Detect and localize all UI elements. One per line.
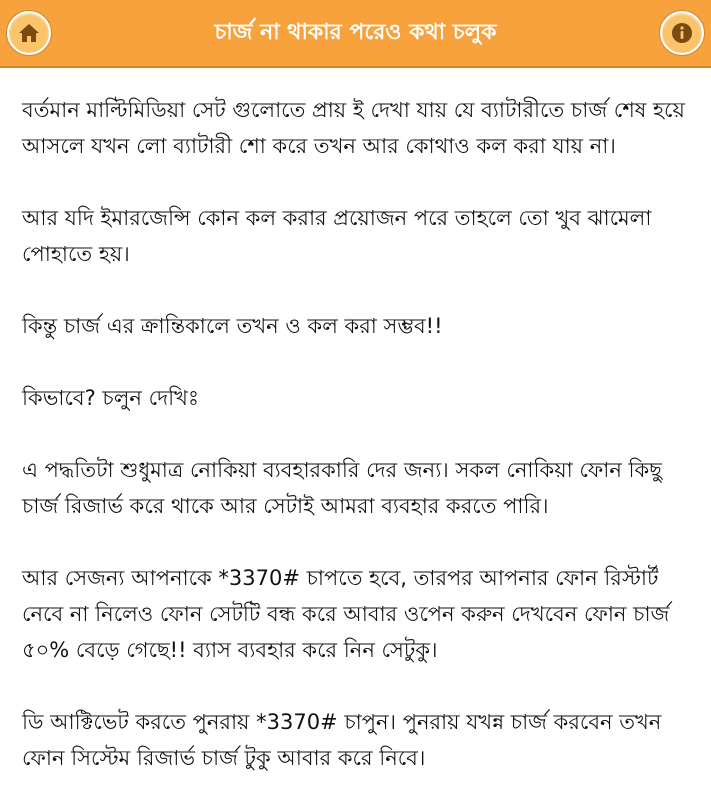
- paragraph-deactivate: ডি আক্টিভেট করতে পুনরায় *3370# চাপুন। পুনরায় যখন্ন চার্জ করবেন তখন ফোন সিস্টেম রিজার্ভ চার্জ টুকু আবার করে নিবে।: [22, 710, 662, 770]
- paragraph-possible: কিন্তু চার্জ এর ক্রান্তিকালে তখন ও কল করা সম্ভব!!: [22, 314, 443, 338]
- app-header: [0, 0, 711, 68]
- home-button[interactable]: [7, 11, 51, 55]
- paragraph-emergency: আর যদি ইমারজেন্সি কোন কল করার প্রয়োজন পরে তাহলে তো খুব ঝামেলা পোহাতে হয়।: [22, 206, 652, 266]
- paragraph-how: কিভাবে? চলুন দেখিঃ: [22, 386, 200, 410]
- paragraph-intro: বর্তমান মাল্টিমিডিয়া সেট গুলোতে প্রায় ই দেখা যায় যে ব্যাটারীতে চার্জ শেষ হয়ে আসলে যখন লো ব্যাটারী শো করে তখন আর কোথাও কল করা যায় না।: [22, 98, 685, 158]
- paragraph-code: আর সেজন্য আপনাকে *3370# চাপতে হবে, তারপর আপনার ফোন রিস্টার্ট নেবে না নিলেও ফোন সেটটি বন্ধ করে আবার ওপেন করুন দেখবেন ফোন চার্জ ৫০% বেড়ে গেছে!! ব্যাস ব্যবহার করে নিন সেটুকু।: [22, 566, 670, 662]
- info-button[interactable]: [660, 11, 704, 55]
- info-icon: [670, 21, 694, 45]
- page-title: চার্জ না থাকার পরেও কথা চলুক: [214, 20, 497, 45]
- home-icon: [17, 22, 41, 44]
- article-body: [22, 92, 694, 812]
- paragraph-nokia: এ পদ্ধতিটা শুধুমাত্র নোকিয়া ব্যবহারকারি দের জন্য। সকল নোকিয়া ফোন কিছু চার্জ রিজার্ভ করে থাকে আর সেটাই আমরা ব্যবহার করতে পারি।: [22, 458, 662, 518]
